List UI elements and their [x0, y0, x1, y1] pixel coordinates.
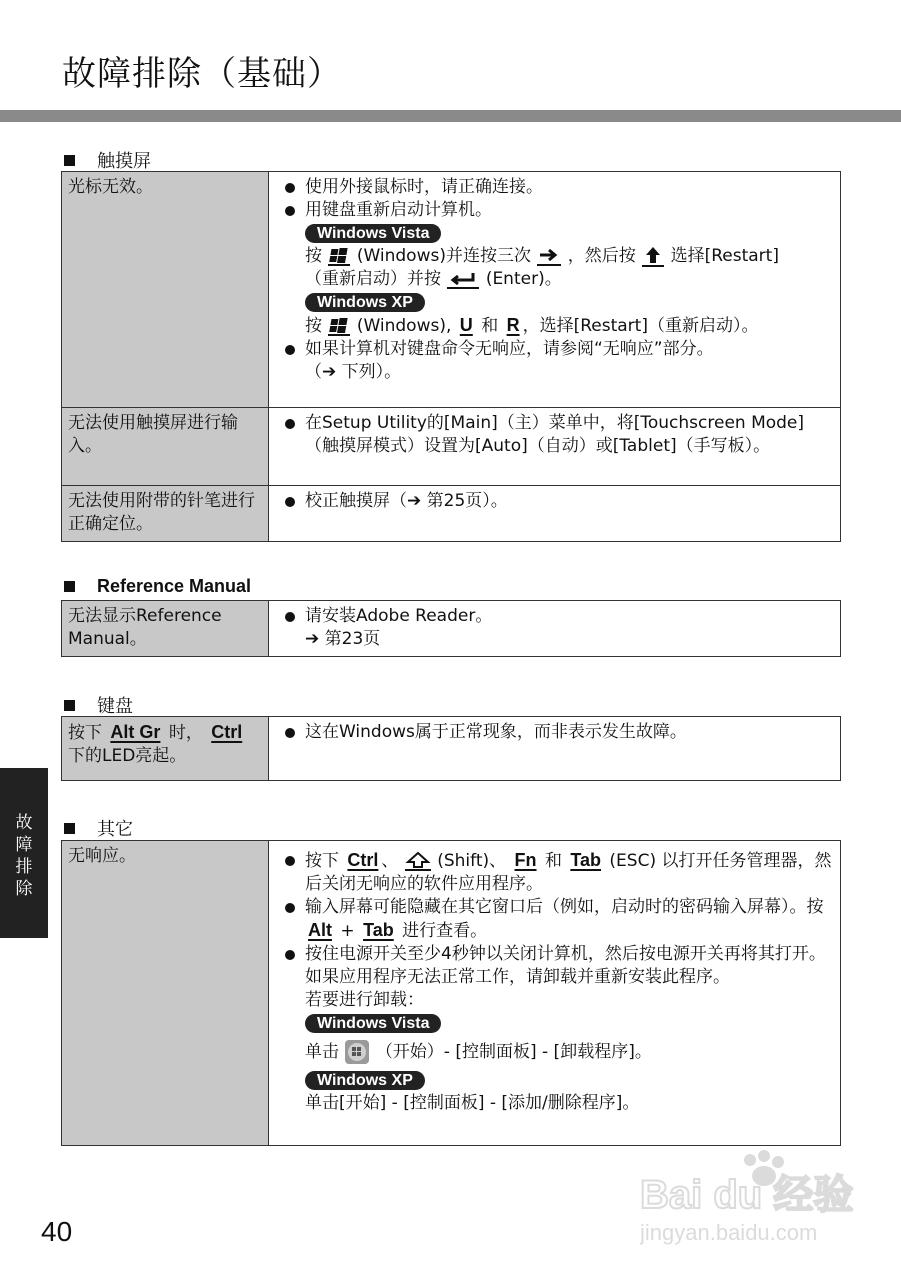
keyboard-table — [61, 716, 841, 781]
table-row — [62, 601, 841, 657]
baidu-paw-logo-icon — [640, 1150, 870, 1250]
square-bullet-icon — [64, 581, 75, 592]
u-key: U — [459, 315, 473, 335]
windows-xp-badge: Windows XP — [305, 1071, 425, 1090]
section-heading-touchscreen — [64, 147, 151, 173]
xp-instruction: 按 (Windows), U 和 R ，选择[Restart]（重新启动）。 — [305, 315, 759, 336]
square-bullet-icon — [64, 155, 75, 166]
tab-key: Tab — [363, 920, 394, 940]
windows-xp-badge: Windows XP — [305, 293, 425, 312]
fn-key: Fn — [514, 850, 537, 870]
square-bullet-icon — [64, 823, 75, 834]
cross-reference: ➔ 第23页 — [305, 629, 381, 649]
solution-bullet: 按住电源开关至少4秒钟以关闭计算机，然后按电源开关再将其打开。如果应用程序无法正常工作，请卸载并重新安装此程序。 — [279, 943, 834, 989]
touchscreen-table — [61, 171, 841, 542]
enter-key-icon — [446, 269, 480, 289]
windows-vista-badge: Windows Vista — [305, 1014, 441, 1033]
windows-vista-badge: Windows Vista — [305, 224, 441, 243]
alt-key: Alt — [308, 920, 332, 940]
solution-bullet: 使用外接鼠标时，请正确连接。 — [279, 176, 834, 199]
problem-cell: 无法使用附带的针笔进行正确定位。 — [62, 486, 269, 542]
start-orb-icon — [344, 1039, 370, 1065]
windows-key-icon — [327, 316, 351, 336]
solution-bullet: 校正触摸屏（➔ 第25页）。 — [279, 490, 834, 513]
section-heading-label: Reference Manual — [97, 576, 252, 596]
reference-manual-table — [61, 600, 841, 657]
solution-cell — [269, 408, 841, 486]
table-row — [62, 172, 841, 408]
xp-uninstall-instruction: 单击[开始] - [控制面板] - [添加/删除程序]。 — [305, 1093, 640, 1113]
up-arrow-key-icon — [641, 245, 665, 267]
uninstall-label: 若要进行卸载： — [305, 990, 424, 1010]
shift-key-icon — [404, 851, 432, 871]
solution-cell — [269, 172, 841, 408]
section-heading-keyboard — [64, 692, 133, 718]
baidu-watermark — [640, 1150, 870, 1250]
vista-instruction: 按 (Windows)并连按三次 ，然后按 选择[Restart] （重新启动）并按 (Enter)。 — [305, 246, 779, 289]
chapter-side-tab: 故 障 排 除 — [0, 768, 48, 938]
solution-cell — [269, 486, 841, 542]
page-title: 故障排除（基础） — [62, 54, 342, 94]
altgr-key: Alt Gr — [110, 722, 161, 742]
vista-uninstall-instruction: 单击 （开始）- [控制面板] - [卸载程序]。 — [279, 1039, 834, 1065]
ctrl-key: Ctrl — [211, 722, 243, 742]
section-heading-label: 键盘 — [97, 696, 133, 717]
problem-cell: 无法显示Reference Manual。 — [62, 601, 269, 657]
square-bullet-icon — [64, 700, 75, 711]
section-heading-other — [64, 815, 133, 841]
solution-cell — [269, 601, 841, 657]
tab-key: Tab — [570, 850, 602, 870]
problem-cell: 按下 Alt Gr 时， Ctrl 下的LED亮起。 — [62, 717, 269, 781]
solution-cell — [269, 841, 841, 1146]
svg-text:Bai du 经验: Bai du 经验 — [640, 1173, 854, 1217]
windows-key-icon — [327, 246, 351, 266]
section-heading-label: 触摸屏 — [97, 151, 151, 172]
table-row — [62, 408, 841, 486]
solution-cell — [269, 717, 841, 781]
solution-bullet: 这在Windows属于正常现象，而非表示发生故障。 — [279, 721, 834, 744]
solution-bullet: 按下 Ctrl 、 (Shift)、 Fn 和 Tab (ESC) 以打开任务管理器，然后关闭无响应的软件应用程序。 — [279, 849, 834, 896]
right-arrow-key-icon — [536, 246, 562, 266]
section-heading-reference-manual — [64, 576, 251, 597]
problem-cell: 光标无效。 — [62, 172, 269, 408]
r-key: R — [506, 315, 520, 335]
solution-bullet: 在Setup Utility的[Main]（主）菜单中，将[Touchscreen Mode]（触摸屏模式）设置为[Auto]（自动）或[Tablet]（手写板）。 — [279, 412, 834, 458]
table-row — [62, 841, 841, 1146]
solution-bullet: 如果计算机对键盘命令无响应，请参阅“无响应”部分。 — [279, 338, 834, 361]
other-table — [61, 840, 841, 1146]
solution-bullet: 输入屏幕可能隐藏在其它窗口后（例如，启动时的密码输入屏幕）。按 Alt + Tab 进行查看。 — [279, 896, 834, 943]
title-rule — [0, 110, 901, 122]
cross-reference: （➔ 下列）。 — [305, 362, 402, 382]
solution-bullet: 请安装Adobe Reader。 — [279, 605, 834, 628]
problem-cell: 无法使用触摸屏进行输入。 — [62, 408, 269, 486]
solution-bullet: 用键盘重新启动计算机。 — [279, 199, 834, 222]
ctrl-key: Ctrl — [347, 850, 379, 870]
table-row — [62, 486, 841, 542]
section-heading-label: 其它 — [97, 819, 133, 840]
page-number: 40 — [41, 1216, 73, 1247]
svg-text:jingyan.baidu.com: jingyan.baidu.com — [640, 1220, 818, 1245]
table-row — [62, 717, 841, 781]
problem-cell: 无响应。 — [62, 841, 269, 1146]
